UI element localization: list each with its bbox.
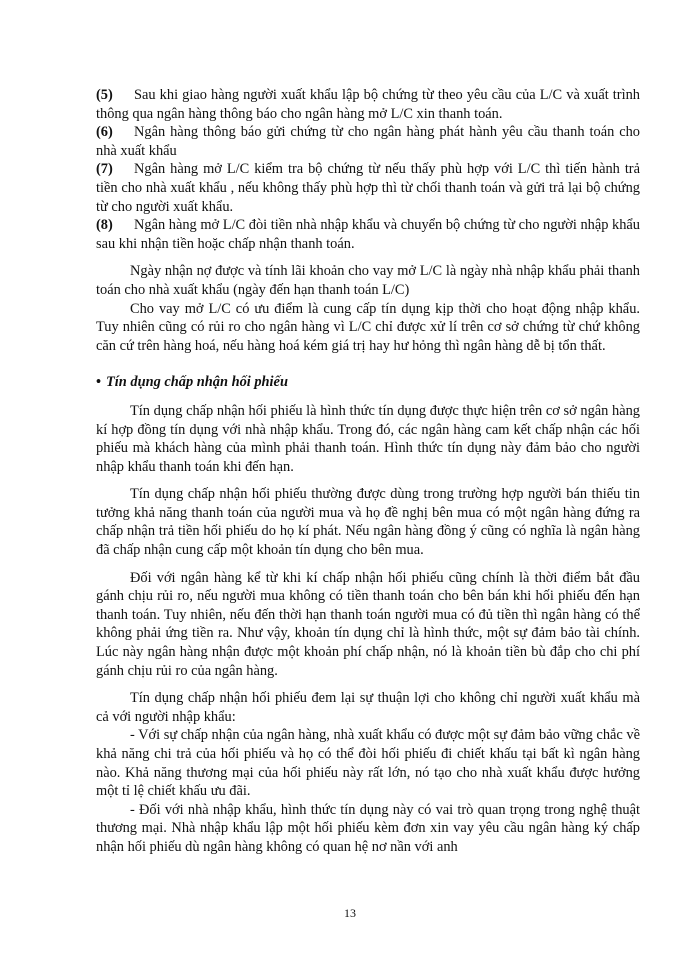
item-text: Ngân hàng mở L/C kiểm tra bộ chứng từ nếu thấy phù hợp với L/C thì tiến hành trả tiền cho nhà xuất khẩu , nếu không thấy phù hợp thì từ chối thanh toán và gửi trả lại bộ chứng từ cho người xuất khẩu. (96, 161, 640, 215)
numbered-item-6 (96, 123, 640, 160)
item-text: Sau khi giao hàng người xuất khẩu lập bộ chứng từ theo yêu cầu của L/C và xuất trình thông qua ngân hàng thông báo cho ngân hàng mở L/C xin thanh toán. (96, 87, 640, 122)
numbered-item-7 (96, 160, 640, 216)
item-number: (7) (96, 161, 113, 178)
page-number: 13 (344, 906, 356, 920)
item-number: (6) (96, 124, 113, 141)
item-number: (5) (96, 87, 113, 103)
paragraph-bank-risk: Đối với ngân hàng kể từ khi kí chấp nhận hối phiếu cũng chính là thời điểm bắt đầu gánh chịu rủi ro, nếu người mua không có tiền thanh toán cho bên bán khi hối phiếu đến hạn thanh toán. Tuy nhiên, nếu đến thời hạn thanh toán người mua có đủ tiền thì ngân hàng có thể không phải ứng tiền ra. Như vậy, khoản tín dụng chỉ là hình thức, một sự đảm bảo tài chính. Lúc này ngân hàng nhận được một khoản phí chấp nhận, nó là khoản tiền bù đắp cho chi phí gánh chịu rủi ro của ngân hàng. (96, 569, 640, 679)
list-item-exporter: - Với sự chấp nhận của ngân hàng, nhà xuất khẩu có được một sự đảm bảo vững chắc về khả năng chi trả của hối phiếu và họ có thể đòi hối phiếu đi chiết khấu tại bất kì ngân hàng nào. Khả năng thương mại của hối phiếu này rất lớn, nó tạo cho nhà xuất khẩu được hưởng một tỉ lệ chiết khấu ưu đãi. (96, 727, 640, 800)
section-heading-text: Tín dụng chấp nhận hối phiếu (106, 374, 288, 391)
paragraph-lc-advantages: Cho vay mở L/C có ưu điểm là cung cấp tín dụng kịp thời cho hoạt động nhập khẩu. Tuy nhiên cũng có rủi ro cho ngân hàng vì L/C chỉ được xử lí trên cơ sở chứng từ chứ không căn cứ trên hàng hoá, nếu hàng hoá kém giá trị hay hư hỏng thì ngân hàng dễ bị tổn thất. (96, 300, 640, 354)
item-text: Ngân hàng thông báo gửi chứng từ cho ngân hàng phát hành yêu cầu thanh toán cho nhà xuất khẩu (96, 124, 640, 159)
paragraph-usage: Tín dụng chấp nhận hối phiếu thường được dùng trong trường hợp người bán thiếu tin tưởng khả năng thanh toán của người mua và họ đề nghị bên mua có một ngân hàng đứng ra chấp nhận trả tiền hối phiếu do họ kí phát. Nếu ngân hàng đồng ý cũng có nghĩa là ngân hàng đã chấp nhận cung cấp một khoản tín dụng cho bên mua. (96, 486, 640, 559)
document-body (96, 86, 640, 857)
paragraph-benefits-intro: Tín dụng chấp nhận hối phiếu đem lại sự thuận lợi cho không chỉ người xuất khẩu mà cả với người nhập khẩu: (96, 690, 640, 725)
numbered-item-5 (96, 86, 640, 123)
section-heading (96, 373, 640, 392)
item-number: (8) (96, 217, 113, 234)
paragraph-due-date: Ngày nhận nợ được và tính lãi khoản cho vay mở L/C là ngày nhà nhập khẩu phải thanh toán cho nhà xuất khẩu (ngày đến hạn thanh toán L/C) (96, 263, 640, 298)
paragraph-definition: Tín dụng chấp nhận hối phiếu là hình thức tín dụng được thực hiện trên cơ sở ngân hàng kí hợp đồng tín dụng với nhà nhập khẩu. Trong đó, các ngân hàng cam kết chấp nhận các hối phiếu mà khách hàng của mình phải thanh toán. Hình thức tín dụng này đảm bảo cho người nhập khẩu thanh toán khi đến hạn. (96, 402, 640, 475)
numbered-item-8 (96, 216, 640, 253)
list-item-importer: - Đối với nhà nhập khẩu, hình thức tín dụng này có vai trò quan trọng trong nghệ thuật thương mại. Nhà nhập khẩu lập một hối phiếu kèm đơn xin vay yêu cầu ngân hàng ký chấp nhận hối phiếu dù ngân hàng không có quan hệ nơ nần với anh (96, 801, 640, 855)
item-text: Ngân hàng mở L/C đòi tiền nhà nhập khẩu và chuyển bộ chứng từ cho người nhập khẩu sau khi nhận tiền hoặc chấp nhận thanh toán. (96, 217, 640, 252)
bullet-icon: • (96, 374, 102, 391)
